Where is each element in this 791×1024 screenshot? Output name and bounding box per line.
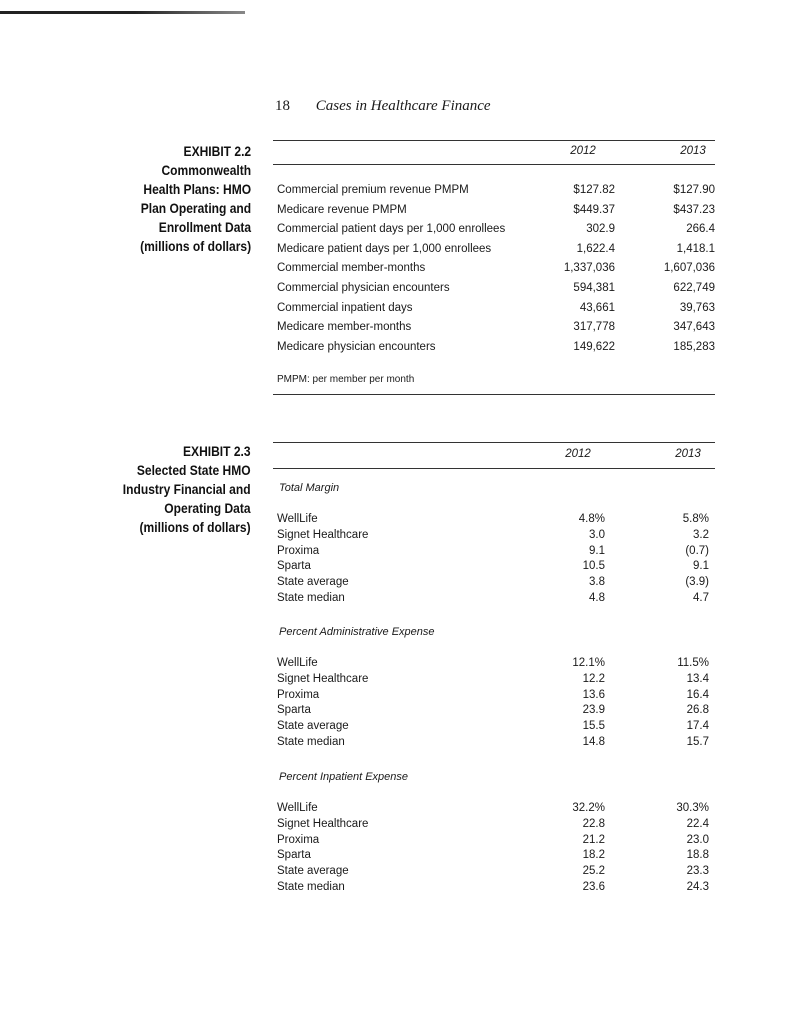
row-label: State average (277, 720, 349, 733)
value-2012: 23.6 (582, 881, 605, 893)
row-label: WellLife (277, 657, 318, 669)
table-row (277, 184, 715, 203)
value-2013: 30.3% (676, 802, 709, 814)
section-title: Percent Inpatient Expense (279, 771, 409, 783)
table-row (277, 302, 715, 321)
value-2013: 1,607,036 (663, 262, 715, 275)
caption-line: Enrollment Data (158, 219, 251, 235)
caption-line: Commonwealth (161, 162, 251, 178)
row-label: Commercial premium revenue PMPM (277, 184, 469, 196)
value-2012: 302.9 (586, 223, 615, 236)
value-2013: 23.3 (686, 865, 709, 878)
table-row (277, 802, 715, 818)
value-2012: 14.8 (582, 736, 605, 748)
table-row (277, 529, 715, 545)
table-row (277, 341, 715, 360)
row-label: Commercial member-months (277, 262, 426, 275)
table-row (277, 321, 715, 340)
row-label: Commercial patient days per 1,000 enrollees (277, 223, 506, 236)
row-label: Proxima (277, 688, 320, 701)
caption-line: (millions of dollars) (139, 238, 251, 254)
row-label: Sparta (277, 704, 311, 717)
value-2012: 149,622 (573, 340, 615, 353)
table-row (277, 704, 715, 720)
exhibit-2-2-table (273, 138, 715, 398)
value-2012: 317,778 (573, 321, 615, 334)
value-2012: 4.8% (578, 513, 605, 525)
row-label: Sparta (277, 849, 311, 862)
table-row (277, 834, 715, 850)
table-row (277, 849, 715, 865)
table-row (277, 673, 715, 689)
value-2013: 17.4 (686, 720, 709, 733)
value-2012: 9.1 (589, 544, 605, 557)
exhibit-number: EXHIBIT 2.3 (183, 443, 251, 459)
row-label: WellLife (277, 513, 318, 525)
value-2013: 185,283 (673, 340, 715, 353)
table-row (277, 513, 715, 529)
value-2013: $127.90 (673, 184, 715, 196)
row-label: Proxima (277, 833, 320, 846)
row-label: State median (277, 592, 345, 604)
row-label: Sparta (277, 560, 311, 573)
table-row (277, 545, 715, 561)
value-2013: 9.1 (693, 560, 709, 573)
value-2012: 3.0 (589, 528, 605, 541)
table-row (277, 223, 715, 242)
table-row (277, 576, 715, 592)
value-2013: (3.9) (685, 576, 709, 589)
value-2012: 12.2 (582, 672, 605, 685)
section-title: Percent Administrative Expense (279, 626, 435, 638)
value-2013: $437.23 (673, 203, 715, 216)
exhibit-2-3-table (273, 440, 715, 910)
running-head (275, 98, 491, 115)
value-2013: 5.8% (682, 513, 709, 525)
table-top-rule (273, 442, 715, 443)
table-row (277, 720, 715, 736)
row-label: Signet Healthcare (277, 528, 369, 541)
value-2012: $449.37 (573, 203, 615, 216)
caption-line: Selected State HMO (137, 462, 251, 478)
exhibit-2-3-label (123, 442, 251, 537)
column-header-2013: 2013 (680, 145, 706, 157)
exhibit-number: EXHIBIT 2.2 (183, 143, 251, 159)
caption-line: Industry Financial and (123, 481, 251, 497)
table-row (277, 736, 715, 752)
value-2012: 18.2 (582, 849, 605, 862)
row-label: State median (277, 736, 345, 748)
table-row (277, 592, 715, 608)
row-label: State average (277, 576, 349, 589)
top-scan-rule (0, 11, 245, 14)
row-label: State average (277, 865, 349, 878)
table-row (277, 204, 715, 223)
value-2013: 24.3 (686, 881, 709, 893)
value-2013: 4.7 (693, 592, 709, 604)
value-2012: 15.5 (582, 720, 605, 733)
row-label: Medicare patient days per 1,000 enrollees (277, 242, 492, 255)
value-2013: 622,749 (673, 282, 715, 294)
row-label: Proxima (277, 544, 320, 557)
value-2013: 23.0 (686, 833, 709, 846)
row-label: State median (277, 881, 345, 893)
value-2013: 39,763 (679, 301, 715, 314)
header-rule (273, 164, 715, 165)
column-header-2012: 2012 (570, 145, 596, 157)
table-row (277, 689, 715, 705)
value-2013: 347,643 (673, 321, 715, 334)
value-2013: 1,418.1 (676, 242, 715, 255)
row-label: WellLife (277, 802, 318, 814)
section-title: Total Margin (279, 482, 340, 494)
value-2012: 1,622.4 (576, 242, 615, 255)
table-top-rule (273, 140, 715, 141)
header-rule (273, 468, 715, 469)
caption-line: (millions of dollars) (139, 519, 251, 535)
book-title: Cases in Healthcare Finance (315, 98, 491, 114)
value-2013: 18.8 (686, 849, 709, 862)
row-label: Signet Healthcare (277, 672, 369, 685)
page-number: 18 (275, 98, 290, 114)
caption-line: Plan Operating and (140, 200, 251, 216)
value-2013: (0.7) (685, 544, 709, 557)
caption-line: Health Plans: HMO (143, 181, 251, 197)
row-label: Medicare physician encounters (277, 340, 436, 353)
value-2013: 3.2 (693, 528, 709, 541)
row-label: Medicare member-months (277, 321, 412, 334)
value-2012: 3.8 (589, 576, 605, 589)
value-2013: 266.4 (686, 223, 715, 236)
caption-line: Operating Data (164, 500, 251, 516)
value-2012: 21.2 (582, 833, 605, 846)
table-row (277, 243, 715, 262)
table-row (277, 881, 715, 897)
value-2013: 26.8 (686, 704, 709, 717)
value-2012: 4.8 (589, 592, 605, 604)
value-2012: 12.1% (572, 657, 605, 669)
value-2013: 13.4 (686, 672, 709, 685)
value-2012: 22.8 (582, 817, 605, 830)
value-2012: 10.5 (582, 560, 605, 573)
value-2012: 25.2 (582, 865, 605, 878)
value-2013: 15.7 (686, 736, 709, 748)
value-2013: 16.4 (686, 688, 709, 701)
value-2012: 594,381 (573, 282, 615, 294)
table-row (277, 560, 715, 576)
row-label: Medicare revenue PMPM (277, 203, 407, 216)
value-2012: 43,661 (579, 301, 615, 314)
table-row (277, 282, 715, 301)
table-row (277, 262, 715, 281)
row-label: Commercial inpatient days (277, 301, 413, 314)
column-header-2012: 2012 (565, 448, 591, 460)
table-row (277, 818, 715, 834)
value-2013: 22.4 (686, 817, 709, 830)
value-2012: 13.6 (582, 688, 605, 701)
row-label: Signet Healthcare (277, 817, 369, 830)
value-2012: 32.2% (572, 802, 605, 814)
table-row (277, 865, 715, 881)
value-2012: 23.9 (582, 704, 605, 717)
value-2013: 11.5% (677, 657, 709, 669)
table-row (277, 657, 715, 673)
row-label: Commercial physician encounters (277, 282, 450, 294)
table-note: PMPM: per member per month (277, 374, 415, 385)
column-header-2013: 2013 (675, 448, 701, 460)
exhibit-2-2-label (140, 142, 251, 256)
value-2012: $127.82 (573, 184, 615, 196)
value-2012: 1,337,036 (563, 262, 615, 275)
table-bottom-rule (273, 394, 715, 395)
